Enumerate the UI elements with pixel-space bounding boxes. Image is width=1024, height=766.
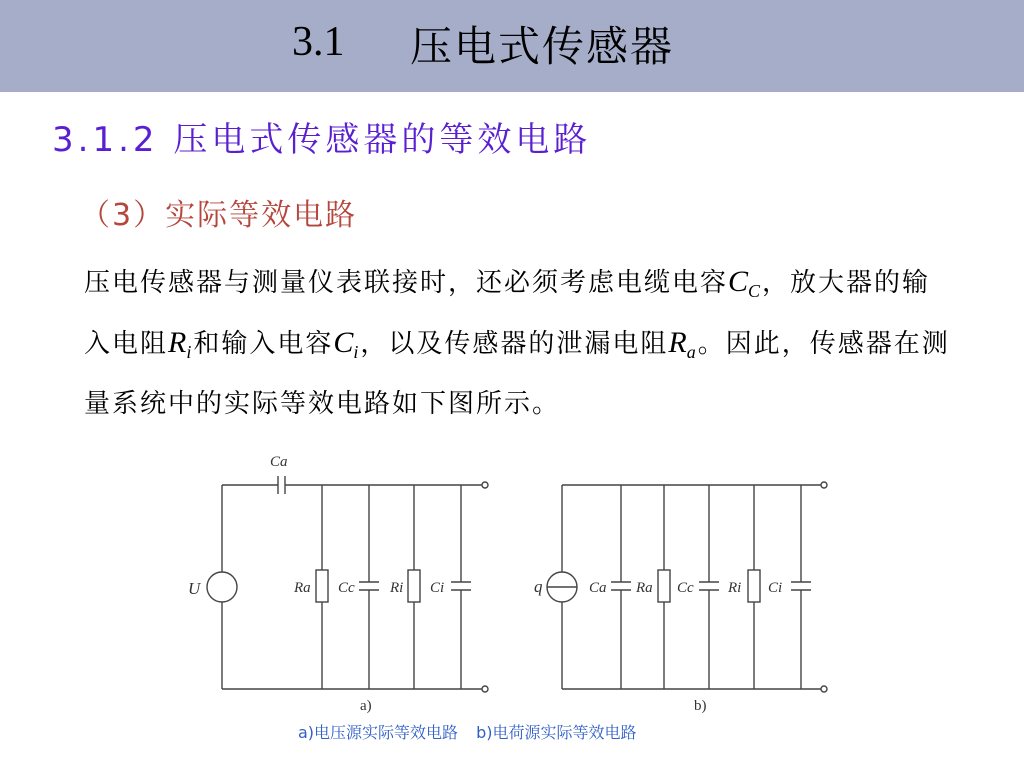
symbol-cc-sub: C (748, 281, 763, 302)
label-a-cc: Cc (338, 580, 355, 596)
symbol-ra: R (668, 326, 687, 360)
para-text-1: 压电传感器与测量仪表联接时，还必须考虑电缆电容 (84, 268, 729, 298)
panel-label-b: b) (694, 698, 707, 714)
label-a-ci: Ci (430, 580, 445, 596)
symbol-cc: C (728, 265, 749, 298)
label-b-source: q (534, 577, 543, 596)
voltage-source-symbol (207, 572, 237, 602)
title-bar (0, 0, 1024, 92)
equivalent-circuit-diagram (180, 448, 840, 718)
body-paragraph (84, 256, 954, 430)
section-heading: 3.1.2 压电式传感器的等效电路 (52, 120, 592, 160)
symbol-ra-sub: a (686, 342, 698, 363)
label-b-cc: Cc (677, 580, 694, 596)
para-text-3: 和输入电容 (193, 329, 334, 360)
subsection-heading: （3）实际等效电路 (80, 198, 358, 233)
label-a-ri: Ri (390, 580, 404, 596)
para-text-5: 。因此，传感器在测量系统中的实际等效电路如下图所示。 (84, 329, 950, 420)
symbol-ri: R (168, 326, 187, 360)
symbol-ci-sub: i (353, 342, 361, 363)
caption-a: a)电压源实际等效电路 (298, 723, 459, 742)
label-a-ca: Ca (270, 454, 288, 470)
label-a-ra: Ra (294, 580, 311, 596)
panel-label-a: a) (360, 698, 372, 714)
label-b-ca: Ca (589, 580, 607, 596)
caption-b: b)电荷源实际等效电路 (476, 723, 637, 742)
title-number: 3.1 (292, 19, 345, 65)
figure-caption (298, 720, 636, 743)
label-b-ra: Ra (636, 580, 653, 596)
para-text-2: ，放大器的输入电阻 (84, 268, 931, 360)
page-title: 压电式传感器 (410, 22, 675, 71)
label-b-ri: Ri (728, 580, 742, 596)
symbol-ci: C (333, 326, 354, 360)
label-a-source: U (188, 579, 201, 598)
para-text-4: ，以及传感器的泄漏电阻 (360, 329, 669, 360)
symbol-ri-sub: i (186, 342, 194, 363)
label-b-ci: Ci (768, 580, 783, 596)
